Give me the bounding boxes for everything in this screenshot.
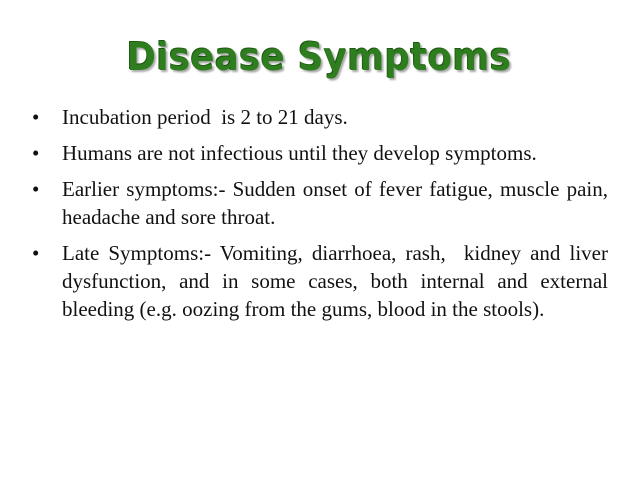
bullet-text: Earlier symptoms:- Sudden onset of fever fatigue, muscle pain, headache and sore throat. [62,177,608,229]
bullet-item-early-symptoms [30,175,608,231]
bullet-list [30,103,614,331]
slide-title: Disease Symptoms [126,35,512,79]
bullet-text: Late Symptoms:- Vomiting, diarrhoea, rash, kidney and liver dysfunction, and in some cases, both internal and external bleeding (e.g. oozing from the gums, blood in the stools). [62,241,614,321]
bullet-text: Incubation period is 2 to 21 days. [62,105,348,129]
bullet-item-incubation [30,103,608,131]
bullet-item-infectious [30,139,608,167]
bullet-icon: • [32,177,40,201]
bullet-icon: • [32,141,40,165]
bullet-item-late-symptoms [30,239,614,323]
bullet-icon: • [32,105,40,129]
bullet-text: Humans are not infectious until they develop symptoms. [62,141,537,165]
bullet-icon: • [32,241,40,265]
